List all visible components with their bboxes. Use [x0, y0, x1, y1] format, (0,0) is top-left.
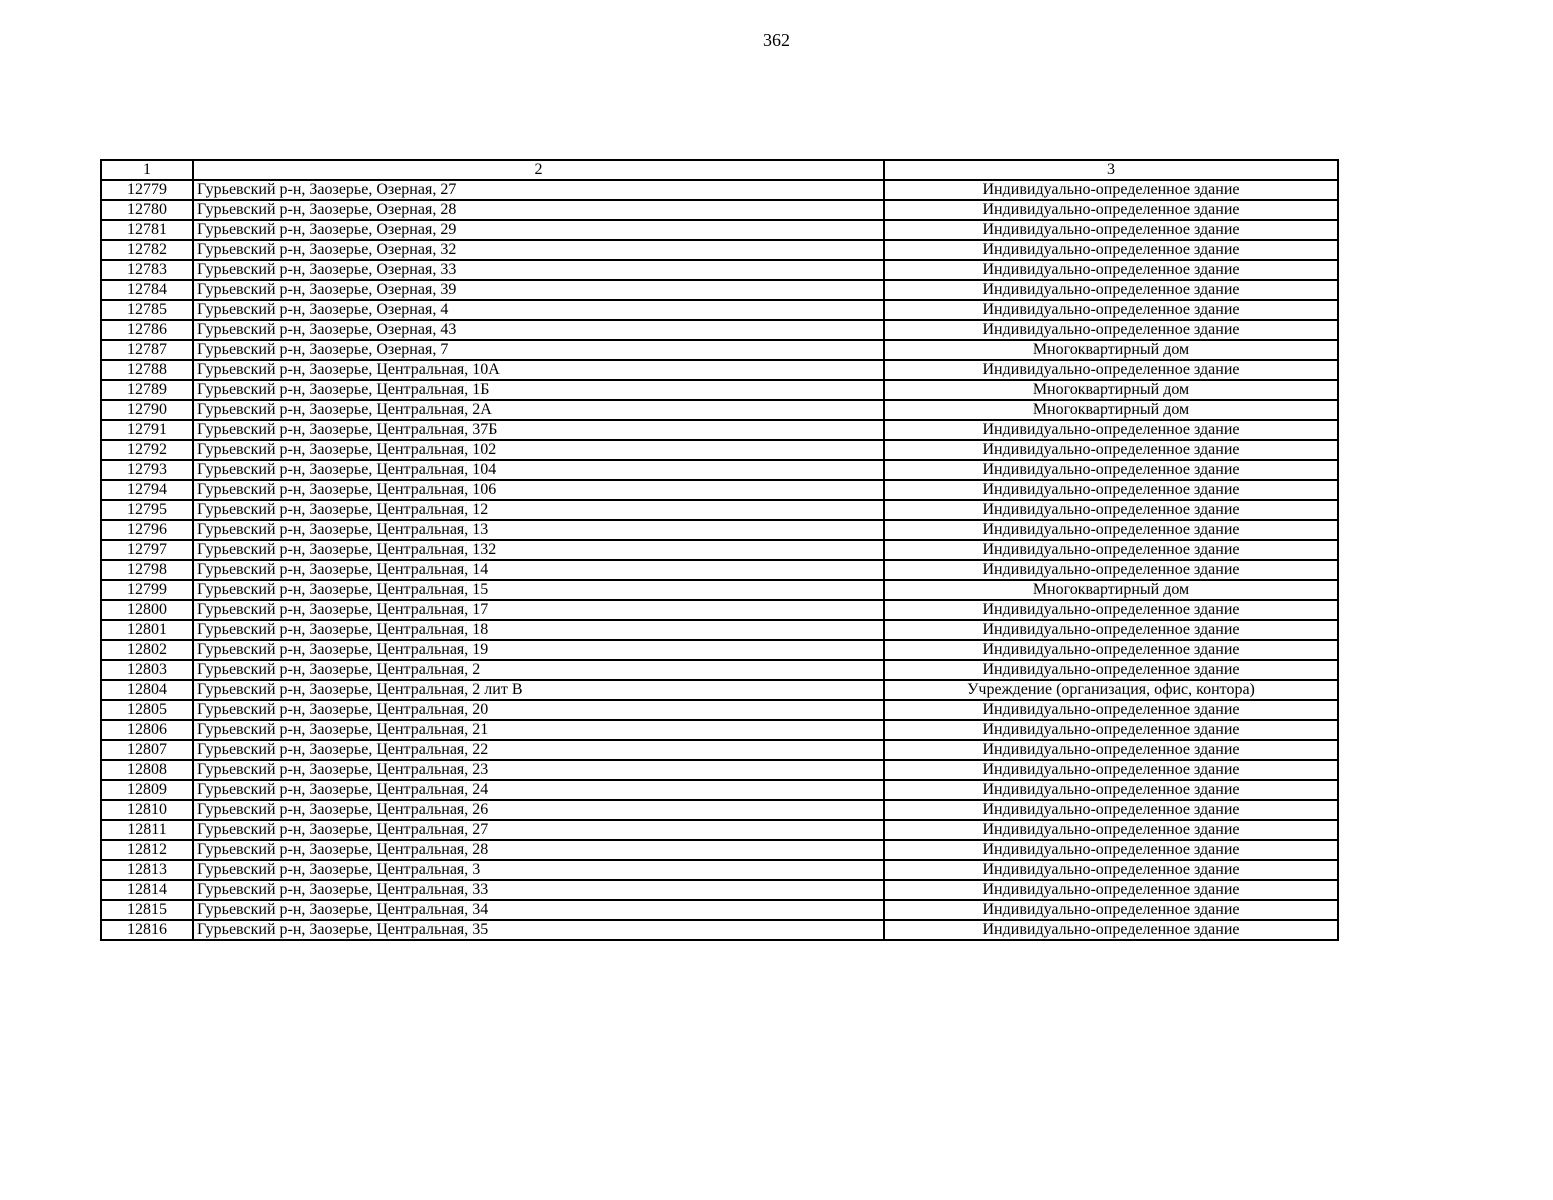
- table-row: [101, 220, 1338, 240]
- address-cell: Гурьевский р-н, Заозерье, Центральная, 26: [193, 800, 884, 820]
- object-type-cell: Индивидуально-определенное здание: [884, 820, 1338, 840]
- object-type-cell: Индивидуально-определенное здание: [884, 320, 1338, 340]
- column-header-number: 1: [101, 160, 193, 180]
- table-row: [101, 760, 1338, 780]
- object-type-cell: Индивидуально-определенное здание: [884, 760, 1338, 780]
- table-row: [101, 740, 1338, 760]
- table-row: [101, 180, 1338, 200]
- table-row: [101, 620, 1338, 640]
- table-body: [101, 160, 1338, 940]
- address-cell: Гурьевский р-н, Заозерье, Озерная, 43: [193, 320, 884, 340]
- table-row: [101, 840, 1338, 860]
- table-row: [101, 640, 1338, 660]
- table-header-row: [101, 160, 1338, 180]
- row-number-cell: 12786: [101, 320, 193, 340]
- table-row: [101, 660, 1338, 680]
- address-cell: Гурьевский р-н, Заозерье, Центральная, 24: [193, 780, 884, 800]
- table-row: [101, 500, 1338, 520]
- address-cell: Гурьевский р-н, Заозерье, Озерная, 32: [193, 240, 884, 260]
- table-row: [101, 440, 1338, 460]
- address-cell: Гурьевский р-н, Заозерье, Центральная, 15: [193, 580, 884, 600]
- object-type-cell: Индивидуально-определенное здание: [884, 240, 1338, 260]
- page-number: 362: [763, 30, 790, 50]
- row-number-cell: 12800: [101, 600, 193, 620]
- address-cell: Гурьевский р-н, Заозерье, Центральная, 23: [193, 760, 884, 780]
- address-cell: Гурьевский р-н, Заозерье, Центральная, 132: [193, 540, 884, 560]
- row-number-cell: 12780: [101, 200, 193, 220]
- row-number-cell: 12811: [101, 820, 193, 840]
- address-cell: Гурьевский р-н, Заозерье, Центральная, 18: [193, 620, 884, 640]
- table-row: [101, 240, 1338, 260]
- object-type-cell: Индивидуально-определенное здание: [884, 800, 1338, 820]
- table-row: [101, 580, 1338, 600]
- row-number-cell: 12798: [101, 560, 193, 580]
- row-number-cell: 12808: [101, 760, 193, 780]
- table-row: [101, 920, 1338, 940]
- object-type-cell: Индивидуально-определенное здание: [884, 180, 1338, 200]
- address-cell: Гурьевский р-н, Заозерье, Центральная, 102: [193, 440, 884, 460]
- object-type-cell: Индивидуально-определенное здание: [884, 620, 1338, 640]
- table-row: [101, 880, 1338, 900]
- address-cell: Гурьевский р-н, Заозерье, Центральная, 13: [193, 520, 884, 540]
- row-number-cell: 12788: [101, 360, 193, 380]
- object-type-cell: Индивидуально-определенное здание: [884, 480, 1338, 500]
- row-number-cell: 12796: [101, 520, 193, 540]
- row-number-cell: 12809: [101, 780, 193, 800]
- object-type-cell: Индивидуально-определенное здание: [884, 420, 1338, 440]
- table-row: [101, 200, 1338, 220]
- object-type-cell: Индивидуально-определенное здание: [884, 520, 1338, 540]
- table-row: [101, 860, 1338, 880]
- address-cell: Гурьевский р-н, Заозерье, Центральная, 3: [193, 860, 884, 880]
- object-type-cell: Многоквартирный дом: [884, 340, 1338, 360]
- object-type-cell: Индивидуально-определенное здание: [884, 700, 1338, 720]
- row-number-cell: 12816: [101, 920, 193, 940]
- row-number-cell: 12806: [101, 720, 193, 740]
- address-cell: Гурьевский р-н, Заозерье, Озерная, 7: [193, 340, 884, 360]
- row-number-cell: 12802: [101, 640, 193, 660]
- address-cell: Гурьевский р-н, Заозерье, Озерная, 39: [193, 280, 884, 300]
- row-number-cell: 12804: [101, 680, 193, 700]
- object-type-cell: Индивидуально-определенное здание: [884, 540, 1338, 560]
- row-number-cell: 12779: [101, 180, 193, 200]
- table-row: [101, 680, 1338, 700]
- object-type-cell: Индивидуально-определенное здание: [884, 880, 1338, 900]
- address-cell: Гурьевский р-н, Заозерье, Центральная, 20: [193, 700, 884, 720]
- row-number-cell: 12792: [101, 440, 193, 460]
- row-number-cell: 12785: [101, 300, 193, 320]
- row-number-cell: 12787: [101, 340, 193, 360]
- table-row: [101, 260, 1338, 280]
- table-row: [101, 320, 1338, 340]
- address-cell: Гурьевский р-н, Заозерье, Центральная, 104: [193, 460, 884, 480]
- object-type-cell: Индивидуально-определенное здание: [884, 440, 1338, 460]
- table-row: [101, 520, 1338, 540]
- object-type-cell: Учреждение (организация, офис, контора): [884, 680, 1338, 700]
- row-number-cell: 12794: [101, 480, 193, 500]
- table-row: [101, 460, 1338, 480]
- table-row: [101, 400, 1338, 420]
- property-registry-table: [100, 159, 1339, 941]
- column-header-address: 2: [193, 160, 884, 180]
- object-type-cell: Индивидуально-определенное здание: [884, 360, 1338, 380]
- object-type-cell: Индивидуально-определенное здание: [884, 780, 1338, 800]
- row-number-cell: 12789: [101, 380, 193, 400]
- object-type-cell: Индивидуально-определенное здание: [884, 640, 1338, 660]
- row-number-cell: 12813: [101, 860, 193, 880]
- table-row: [101, 280, 1338, 300]
- object-type-cell: Индивидуально-определенное здание: [884, 720, 1338, 740]
- row-number-cell: 12790: [101, 400, 193, 420]
- object-type-cell: Индивидуально-определенное здание: [884, 920, 1338, 940]
- table-row: [101, 800, 1338, 820]
- address-cell: Гурьевский р-н, Заозерье, Центральная, 28: [193, 840, 884, 860]
- row-number-cell: 12795: [101, 500, 193, 520]
- row-number-cell: 12782: [101, 240, 193, 260]
- address-cell: Гурьевский р-н, Заозерье, Центральная, 17: [193, 600, 884, 620]
- row-number-cell: 12805: [101, 700, 193, 720]
- object-type-cell: Индивидуально-определенное здание: [884, 220, 1338, 240]
- row-number-cell: 12784: [101, 280, 193, 300]
- row-number-cell: 12783: [101, 260, 193, 280]
- object-type-cell: Индивидуально-определенное здание: [884, 280, 1338, 300]
- row-number-cell: 12797: [101, 540, 193, 560]
- address-cell: Гурьевский р-н, Заозерье, Центральная, 37Б: [193, 420, 884, 440]
- address-cell: Гурьевский р-н, Заозерье, Озерная, 28: [193, 200, 884, 220]
- address-cell: Гурьевский р-н, Заозерье, Центральная, 10А: [193, 360, 884, 380]
- row-number-cell: 12781: [101, 220, 193, 240]
- table-row: [101, 340, 1338, 360]
- address-cell: Гурьевский р-н, Заозерье, Озерная, 27: [193, 180, 884, 200]
- table-row: [101, 600, 1338, 620]
- object-type-cell: Индивидуально-определенное здание: [884, 740, 1338, 760]
- table-row: [101, 380, 1338, 400]
- object-type-cell: Индивидуально-определенное здание: [884, 200, 1338, 220]
- address-cell: Гурьевский р-н, Заозерье, Центральная, 12: [193, 500, 884, 520]
- object-type-cell: Индивидуально-определенное здание: [884, 900, 1338, 920]
- address-cell: Гурьевский р-н, Заозерье, Центральная, 34: [193, 900, 884, 920]
- row-number-cell: 12812: [101, 840, 193, 860]
- address-cell: Гурьевский р-н, Заозерье, Центральная, 2 лит В: [193, 680, 884, 700]
- object-type-cell: Индивидуально-определенное здание: [884, 840, 1338, 860]
- address-cell: Гурьевский р-н, Заозерье, Центральная, 21: [193, 720, 884, 740]
- table-row: [101, 540, 1338, 560]
- object-type-cell: Индивидуально-определенное здание: [884, 460, 1338, 480]
- object-type-cell: Индивидуально-определенное здание: [884, 660, 1338, 680]
- table-row: [101, 480, 1338, 500]
- object-type-cell: Индивидуально-определенное здание: [884, 560, 1338, 580]
- address-cell: Гурьевский р-н, Заозерье, Центральная, 106: [193, 480, 884, 500]
- address-cell: Гурьевский р-н, Заозерье, Центральная, 14: [193, 560, 884, 580]
- object-type-cell: Многоквартирный дом: [884, 400, 1338, 420]
- table-row: [101, 360, 1338, 380]
- address-cell: Гурьевский р-н, Заозерье, Центральная, 27: [193, 820, 884, 840]
- row-number-cell: 12791: [101, 420, 193, 440]
- object-type-cell: Многоквартирный дом: [884, 380, 1338, 400]
- address-cell: Гурьевский р-н, Заозерье, Центральная, 2: [193, 660, 884, 680]
- object-type-cell: Многоквартирный дом: [884, 580, 1338, 600]
- address-cell: Гурьевский р-н, Заозерье, Центральная, 22: [193, 740, 884, 760]
- address-cell: Гурьевский р-н, Заозерье, Озерная, 33: [193, 260, 884, 280]
- table-row: [101, 420, 1338, 440]
- row-number-cell: 12799: [101, 580, 193, 600]
- object-type-cell: Индивидуально-определенное здание: [884, 300, 1338, 320]
- table-row: [101, 780, 1338, 800]
- row-number-cell: 12814: [101, 880, 193, 900]
- table-row: [101, 560, 1338, 580]
- row-number-cell: 12815: [101, 900, 193, 920]
- address-cell: Гурьевский р-н, Заозерье, Центральная, 35: [193, 920, 884, 940]
- table-row: [101, 720, 1338, 740]
- table-row: [101, 700, 1338, 720]
- table-row: [101, 900, 1338, 920]
- row-number-cell: 12810: [101, 800, 193, 820]
- column-header-type: 3: [884, 160, 1338, 180]
- row-number-cell: 12807: [101, 740, 193, 760]
- object-type-cell: Индивидуально-определенное здание: [884, 260, 1338, 280]
- object-type-cell: Индивидуально-определенное здание: [884, 500, 1338, 520]
- address-cell: Гурьевский р-н, Заозерье, Центральная, 19: [193, 640, 884, 660]
- address-cell: Гурьевский р-н, Заозерье, Озерная, 4: [193, 300, 884, 320]
- address-cell: Гурьевский р-н, Заозерье, Центральная, 33: [193, 880, 884, 900]
- row-number-cell: 12801: [101, 620, 193, 640]
- table-row: [101, 300, 1338, 320]
- row-number-cell: 12793: [101, 460, 193, 480]
- object-type-cell: Индивидуально-определенное здание: [884, 600, 1338, 620]
- address-cell: Гурьевский р-н, Заозерье, Центральная, 2А: [193, 400, 884, 420]
- address-cell: Гурьевский р-н, Заозерье, Центральная, 1Б: [193, 380, 884, 400]
- row-number-cell: 12803: [101, 660, 193, 680]
- table-row: [101, 820, 1338, 840]
- address-cell: Гурьевский р-н, Заозерье, Озерная, 29: [193, 220, 884, 240]
- object-type-cell: Индивидуально-определенное здание: [884, 860, 1338, 880]
